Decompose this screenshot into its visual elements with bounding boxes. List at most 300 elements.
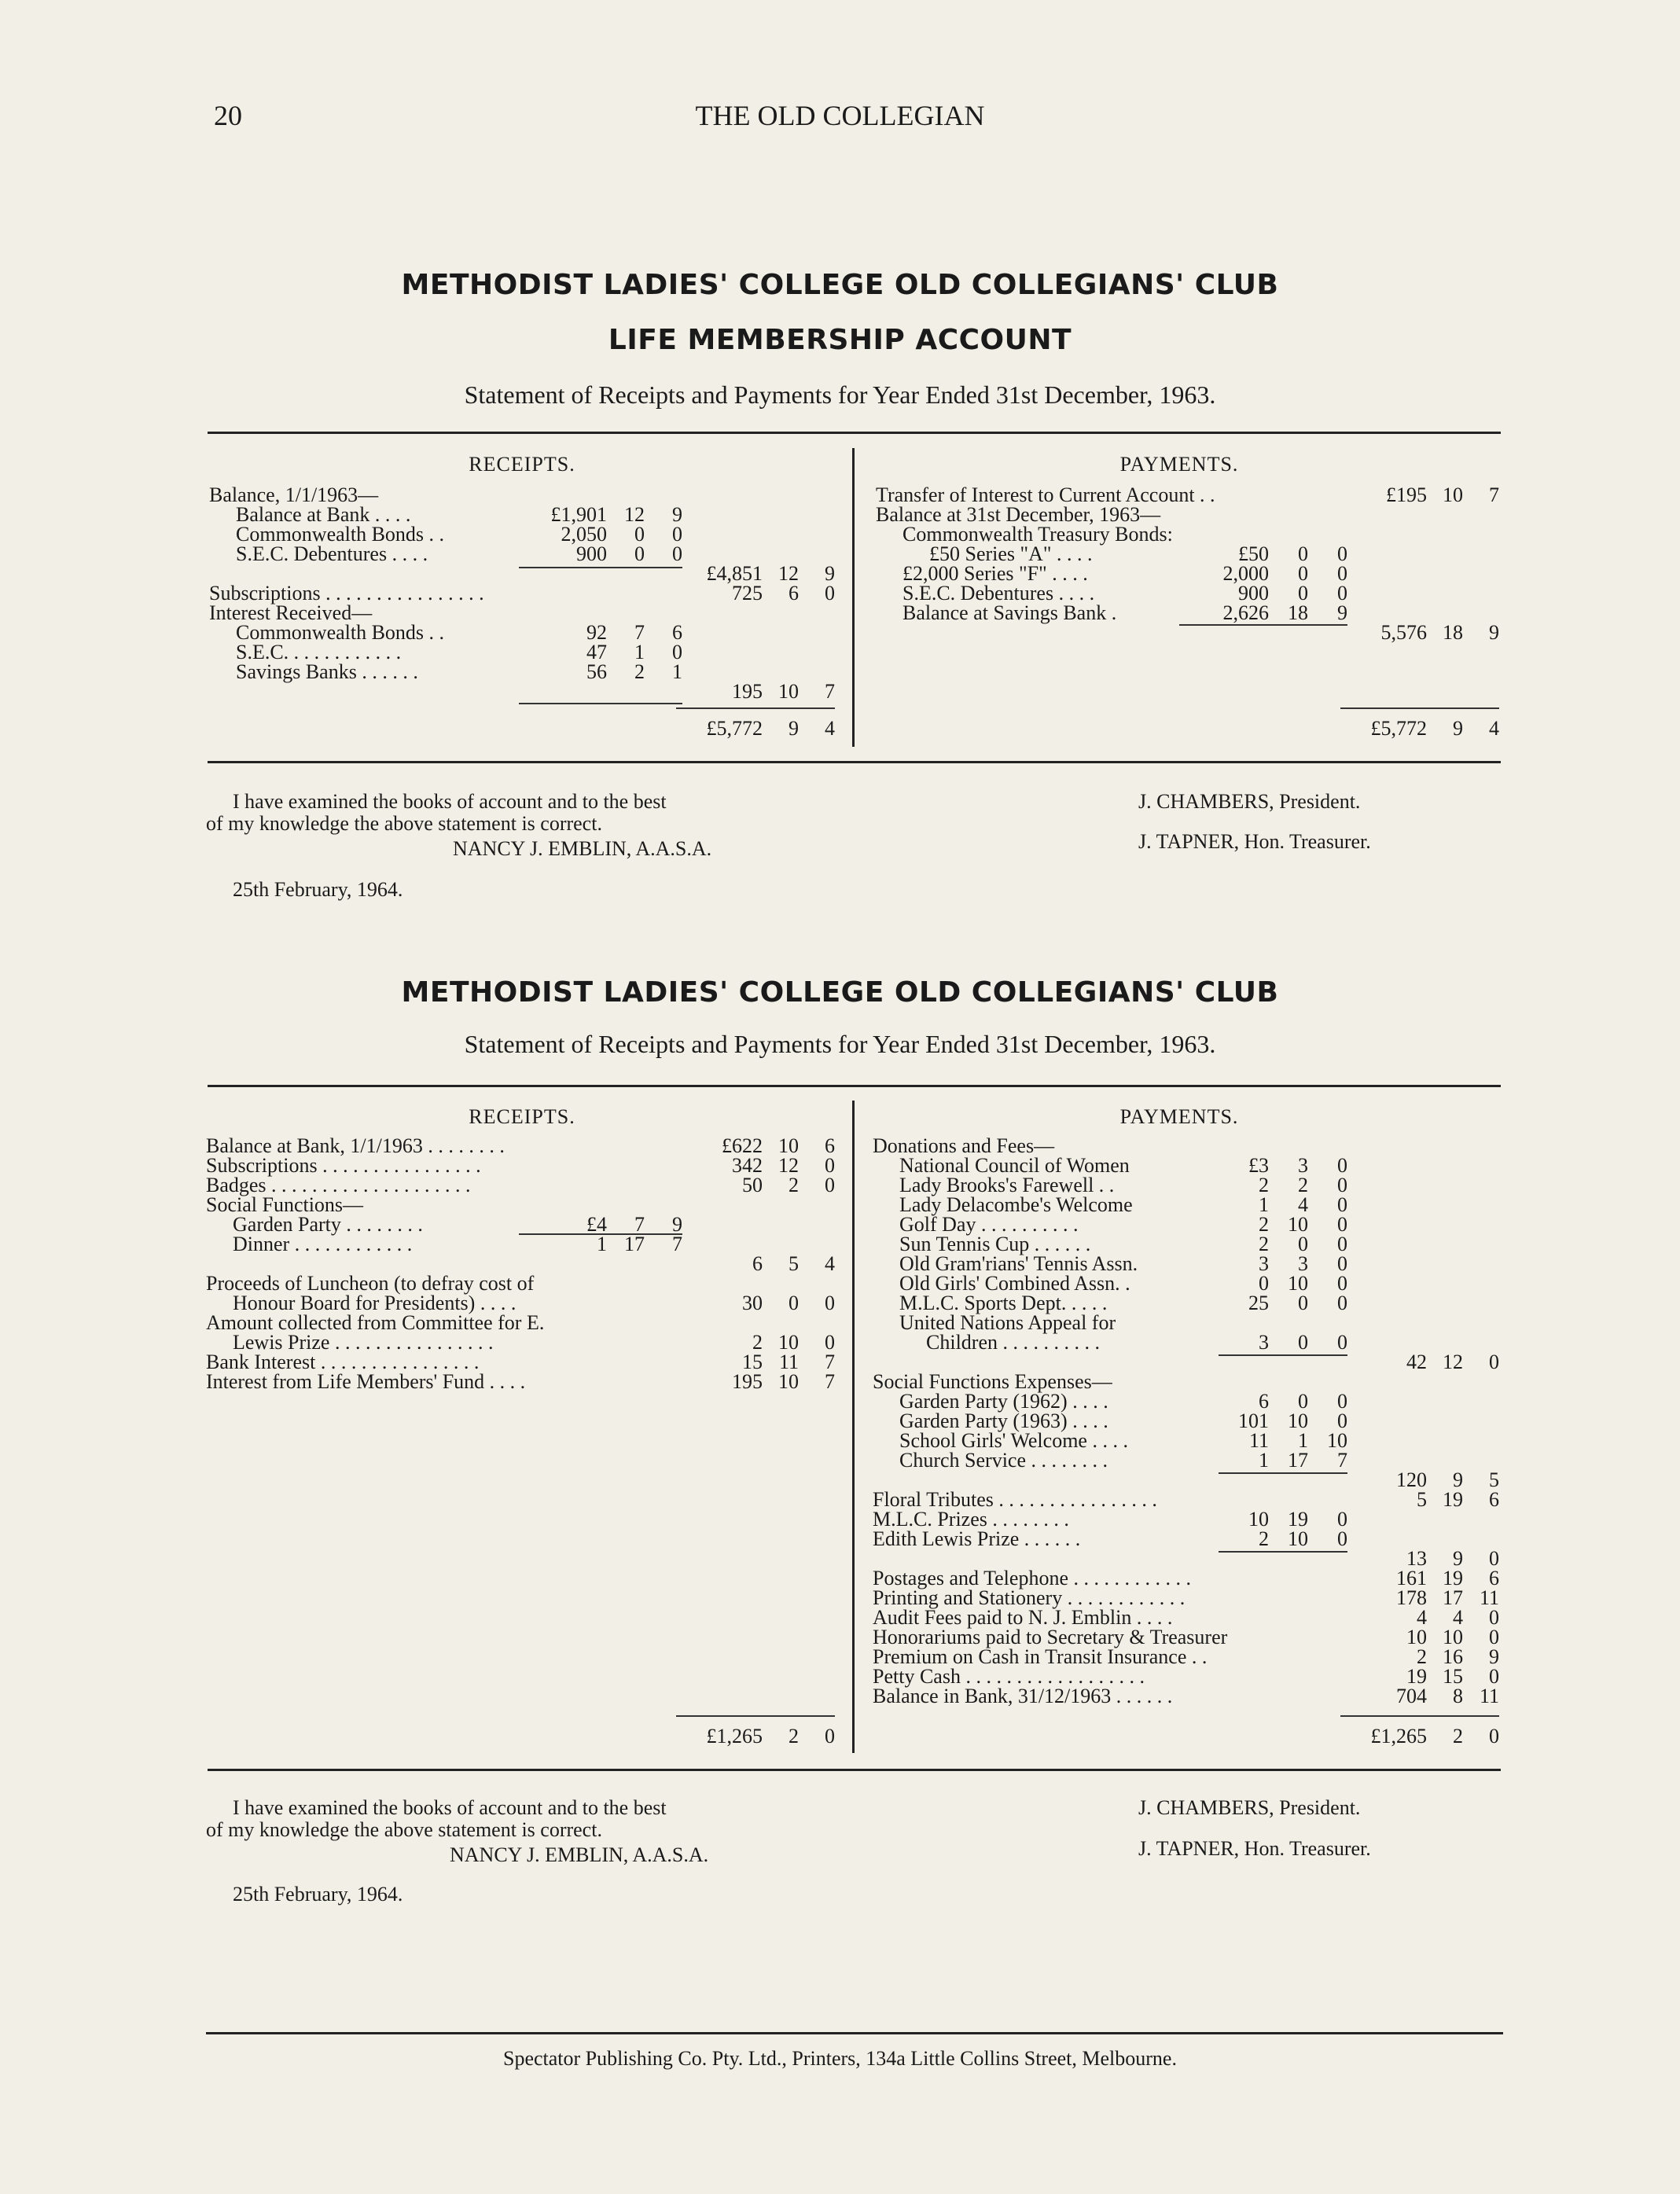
amount-line bbox=[519, 1293, 682, 1313]
pounds-cell: 56 bbox=[586, 660, 607, 683]
s1-title-line1: METHODIST LADIES' COLLEGE OLD COLLEGIANS' CLUB bbox=[401, 269, 1279, 301]
amount-line bbox=[519, 1156, 682, 1175]
pounds-cell: £622 bbox=[722, 1134, 763, 1157]
pounds-cell: 10 bbox=[1406, 1626, 1427, 1648]
amount-line bbox=[676, 564, 835, 583]
shillings-cell bbox=[1427, 524, 1463, 544]
shillings-cell: 7 bbox=[634, 621, 645, 644]
ledger-line: S.E.C. . . . . . . . . . . . bbox=[236, 641, 402, 663]
ledger-line: Social Functions Expenses— bbox=[873, 1370, 1112, 1393]
amount-line bbox=[1179, 1136, 1347, 1156]
s2-payments-total-rule bbox=[1340, 1715, 1499, 1717]
shillings-cell bbox=[1269, 1136, 1308, 1156]
s1-payments-total bbox=[1340, 718, 1499, 738]
amount-line bbox=[1179, 1647, 1347, 1667]
amount-line bbox=[1340, 623, 1499, 642]
pounds-cell bbox=[679, 524, 763, 544]
pounds-cell: 704 bbox=[1396, 1685, 1427, 1707]
shillings-cell: 5 bbox=[789, 1252, 799, 1275]
pence-cell: 9 bbox=[1489, 1645, 1499, 1668]
s2-payments-outer-amounts bbox=[1340, 1136, 1499, 1706]
pence-cell: 4 bbox=[825, 1252, 835, 1275]
shillings-cell bbox=[1427, 1411, 1463, 1431]
pence-cell: 0 bbox=[1337, 1252, 1347, 1275]
ledger-line: Subscriptions . . . . . . . . . . . . . . . . bbox=[209, 582, 484, 605]
pounds-cell: 5,576 bbox=[1380, 621, 1427, 644]
pounds-cell bbox=[1344, 1136, 1427, 1156]
s2-top-rule bbox=[208, 1085, 1501, 1087]
amount-line bbox=[519, 544, 682, 564]
s2-receipts-outer-amounts bbox=[676, 1136, 835, 1391]
pounds-cell bbox=[1344, 1254, 1427, 1273]
pounds-cell bbox=[1344, 1293, 1427, 1313]
amount-line bbox=[519, 662, 682, 682]
amount-line bbox=[1179, 1254, 1347, 1273]
pounds-cell bbox=[520, 1273, 607, 1293]
pounds-cell: 4 bbox=[1417, 1606, 1427, 1629]
shillings-cell bbox=[1427, 1195, 1463, 1215]
amount-line bbox=[676, 583, 835, 603]
shillings-cell: 9 bbox=[1453, 1547, 1463, 1570]
pounds-cell bbox=[520, 682, 607, 701]
shillings-cell bbox=[763, 603, 799, 623]
shillings-cell bbox=[607, 1313, 645, 1332]
amount-line bbox=[1179, 485, 1347, 505]
pence-cell bbox=[1463, 1391, 1499, 1411]
shillings-cell bbox=[1269, 524, 1308, 544]
s1-receipts-outer-amounts bbox=[676, 485, 835, 701]
amount-line bbox=[1179, 603, 1347, 623]
shillings-cell bbox=[1427, 1156, 1463, 1175]
pounds-cell bbox=[1182, 1608, 1269, 1627]
shillings-cell: 0 bbox=[1298, 1292, 1308, 1314]
pence-cell: 9 bbox=[825, 562, 835, 585]
amount-line bbox=[1179, 524, 1347, 544]
s1-payments-inner-amounts bbox=[1179, 485, 1347, 642]
pounds-cell bbox=[520, 1352, 607, 1372]
ledger-line: Lewis Prize . . . . . . . . . . . . . . . . bbox=[233, 1331, 494, 1354]
s1-date: 25th February, 1964. bbox=[233, 878, 403, 901]
shillings-cell bbox=[1427, 1234, 1463, 1254]
pounds-cell: 2 bbox=[1417, 1645, 1427, 1668]
amount-line bbox=[1179, 1313, 1347, 1332]
pence-cell bbox=[799, 1313, 835, 1332]
pounds-cell: 2 bbox=[752, 1331, 763, 1354]
pence-cell: 11 bbox=[1479, 1586, 1499, 1609]
pounds-cell bbox=[1344, 1372, 1427, 1391]
shillings-cell: 16 bbox=[1443, 1645, 1463, 1668]
pence-cell: 0 bbox=[1337, 542, 1347, 565]
amount-line bbox=[1340, 1156, 1499, 1175]
pence-cell: 0 bbox=[1489, 1547, 1499, 1570]
amount-line bbox=[1179, 1195, 1347, 1215]
pounds-cell: 0 bbox=[1259, 1272, 1269, 1295]
pounds-cell bbox=[520, 485, 607, 505]
amount-line bbox=[1179, 1686, 1347, 1706]
pounds-cell bbox=[1182, 1313, 1269, 1332]
shillings-cell bbox=[1269, 1372, 1308, 1391]
shillings-cell bbox=[763, 623, 799, 642]
ledger-line: S.E.C. Debentures . . . . bbox=[902, 582, 1095, 605]
pence-cell bbox=[799, 642, 835, 662]
shillings-cell bbox=[763, 524, 799, 544]
pence-cell bbox=[1463, 564, 1499, 583]
shillings-cell bbox=[763, 1313, 799, 1332]
pounds-cell bbox=[520, 1332, 607, 1352]
amount-line bbox=[1340, 564, 1499, 583]
shillings-cell bbox=[1427, 1254, 1463, 1273]
pounds-cell bbox=[1344, 1391, 1427, 1411]
shillings-cell: 10 bbox=[1288, 1527, 1308, 1550]
s2-auditor-line-1: I have examined the books of account and to the best bbox=[233, 1796, 667, 1819]
pence-cell: 0 bbox=[1337, 1272, 1347, 1295]
pounds-cell: £195 bbox=[1386, 483, 1427, 506]
pence-cell: 7 bbox=[1489, 483, 1499, 506]
amount-line bbox=[1340, 1195, 1499, 1215]
shillings-cell bbox=[1427, 1372, 1463, 1391]
pounds-cell bbox=[679, 662, 763, 682]
shillings-cell bbox=[607, 1372, 645, 1391]
pounds-cell bbox=[679, 1313, 763, 1332]
amount-line bbox=[519, 1332, 682, 1352]
s1-auditor-statement bbox=[206, 790, 846, 860]
amount-line bbox=[1340, 1391, 1499, 1411]
pence-cell: 5 bbox=[1489, 1468, 1499, 1491]
pounds-cell: 6 bbox=[1259, 1390, 1269, 1413]
shillings-cell: 2 bbox=[1298, 1174, 1308, 1196]
shillings-cell: 12 bbox=[1443, 1351, 1463, 1373]
shillings-cell: 10 bbox=[1288, 1213, 1308, 1236]
pounds-cell bbox=[1182, 1568, 1269, 1588]
pence-cell: 9 bbox=[1489, 621, 1499, 644]
amount-line bbox=[1340, 485, 1499, 505]
ledger-line: Proceeds of Luncheon (to defray cost of bbox=[206, 1272, 535, 1295]
pounds-cell bbox=[1344, 1431, 1427, 1450]
ledger-line: Social Functions— bbox=[206, 1193, 364, 1216]
pence-cell bbox=[1463, 1234, 1499, 1254]
ledger-line: Interest Received— bbox=[209, 601, 373, 624]
shillings-cell: 19 bbox=[1443, 1488, 1463, 1511]
amount-line bbox=[1179, 1490, 1347, 1509]
s1-payments-heading: PAYMENTS. bbox=[1119, 453, 1239, 476]
amount-line bbox=[1340, 1234, 1499, 1254]
pence-cell: 0 bbox=[1337, 1174, 1347, 1196]
shillings-cell bbox=[1427, 1509, 1463, 1529]
footer-rule bbox=[206, 2032, 1503, 2034]
shillings-cell bbox=[1427, 1431, 1463, 1450]
pounds-cell: 1 bbox=[597, 1233, 607, 1255]
s1-payments-outer-amounts bbox=[1340, 485, 1499, 642]
s1-payments-subtotal-rule bbox=[1179, 624, 1347, 626]
pounds-cell: 47 bbox=[586, 641, 607, 663]
pounds-cell bbox=[1182, 1647, 1269, 1667]
pounds-cell: £50 bbox=[1238, 542, 1269, 565]
pounds-cell: 900 bbox=[1238, 582, 1269, 605]
amount-line bbox=[676, 1175, 835, 1195]
pounds-cell bbox=[1344, 603, 1427, 623]
amount-line bbox=[1179, 1411, 1347, 1431]
pence-cell bbox=[799, 505, 835, 524]
amount-line bbox=[1340, 1588, 1499, 1608]
pounds-cell: 178 bbox=[1396, 1586, 1427, 1609]
ledger-line: Garden Party (1963) . . . . bbox=[899, 1409, 1108, 1432]
s2-auditor-statement bbox=[206, 1796, 846, 1866]
shillings-cell bbox=[1427, 1313, 1463, 1332]
shillings-cell: 0 bbox=[634, 523, 645, 546]
amount-line bbox=[676, 1313, 835, 1332]
shillings-cell: 11 bbox=[778, 1351, 799, 1373]
amount-line bbox=[519, 505, 682, 524]
s2-receipts-total-shillings: 2 bbox=[789, 1725, 799, 1747]
shillings-cell bbox=[1427, 1215, 1463, 1234]
amount-line bbox=[519, 1234, 682, 1254]
shillings-cell: 4 bbox=[1298, 1193, 1308, 1216]
pence-cell: 0 bbox=[825, 1154, 835, 1177]
amount-line bbox=[1340, 505, 1499, 524]
s2-payments-total-shillings: 2 bbox=[1453, 1725, 1463, 1747]
amount-line bbox=[676, 623, 835, 642]
pence-cell: 11 bbox=[1479, 1685, 1499, 1707]
shillings-cell: 10 bbox=[1443, 1626, 1463, 1648]
amount-line bbox=[1340, 1273, 1499, 1293]
pounds-cell bbox=[679, 1273, 763, 1293]
ledger-line: Premium on Cash in Transit Insurance . . bbox=[873, 1645, 1208, 1668]
amount-line bbox=[1340, 1529, 1499, 1549]
ledger-line: Donations and Fees— bbox=[873, 1134, 1055, 1157]
pounds-cell bbox=[520, 583, 607, 603]
amount-line bbox=[676, 1352, 835, 1372]
amount-line bbox=[676, 642, 835, 662]
pence-cell bbox=[1463, 544, 1499, 564]
ledger-line: M.L.C. Prizes . . . . . . . . bbox=[873, 1508, 1069, 1531]
shillings-cell bbox=[1427, 1391, 1463, 1411]
ledger-line: Balance, 1/1/1963— bbox=[209, 483, 379, 506]
pence-cell bbox=[1463, 1411, 1499, 1431]
shillings-cell: 10 bbox=[778, 1134, 799, 1157]
amount-line bbox=[1179, 1431, 1347, 1450]
s2-subtitle: Statement of Receipts and Payments for Year Ended 31st December, 1963. bbox=[464, 1030, 1216, 1058]
amount-line bbox=[1179, 1175, 1347, 1195]
shillings-cell bbox=[1427, 1136, 1463, 1156]
amount-line bbox=[1179, 1509, 1347, 1529]
pounds-cell bbox=[679, 642, 763, 662]
pence-cell: 0 bbox=[1489, 1606, 1499, 1629]
amount-line bbox=[1179, 1372, 1347, 1391]
amount-line bbox=[519, 642, 682, 662]
shillings-cell: 3 bbox=[1298, 1154, 1308, 1177]
shillings-cell bbox=[763, 642, 799, 662]
pounds-cell: 725 bbox=[732, 582, 763, 605]
amount-line bbox=[1179, 1391, 1347, 1411]
pounds-cell bbox=[679, 623, 763, 642]
amount-line bbox=[1179, 1450, 1347, 1470]
page-number: 20 bbox=[214, 100, 242, 131]
pounds-cell bbox=[1344, 544, 1427, 564]
amount-line bbox=[1179, 1293, 1347, 1313]
pence-cell: 0 bbox=[672, 523, 682, 546]
ledger-line: Honour Board for Presidents) . . . . bbox=[233, 1292, 516, 1314]
pounds-cell bbox=[1344, 1529, 1427, 1549]
amount-line bbox=[1179, 1332, 1347, 1352]
ledger-line: Commonwealth Bonds . . bbox=[236, 523, 445, 546]
amount-line bbox=[676, 662, 835, 682]
ledger-line: Transfer of Interest to Current Account . . bbox=[876, 483, 1215, 506]
amount-line bbox=[1340, 524, 1499, 544]
ledger-line: £50 Series "A" . . . . bbox=[929, 542, 1093, 565]
amount-line bbox=[519, 1352, 682, 1372]
pence-cell: 9 bbox=[672, 1213, 682, 1236]
shillings-cell bbox=[763, 505, 799, 524]
s2-title: METHODIST LADIES' COLLEGE OLD COLLEGIANS' CLUB bbox=[401, 976, 1279, 1009]
pence-cell: 0 bbox=[1337, 1390, 1347, 1413]
pounds-cell bbox=[1182, 1490, 1269, 1509]
s1-top-rule bbox=[208, 432, 1501, 434]
amount-line bbox=[1340, 1293, 1499, 1313]
pounds-cell: 3 bbox=[1259, 1252, 1269, 1275]
ledger-line: United Nations Appeal for bbox=[899, 1311, 1116, 1334]
pounds-cell: 5 bbox=[1417, 1488, 1427, 1511]
shillings-cell: 1 bbox=[1298, 1429, 1308, 1452]
amount-line bbox=[519, 682, 682, 701]
pounds-cell: 342 bbox=[732, 1154, 763, 1177]
pounds-cell: 19 bbox=[1406, 1665, 1427, 1688]
ledger-line: Petty Cash . . . . . . . . . . . . . . . . . . bbox=[873, 1665, 1145, 1688]
amount-line bbox=[519, 1195, 682, 1215]
pounds-cell bbox=[520, 1313, 607, 1332]
pence-cell bbox=[1463, 1273, 1499, 1293]
shillings-cell bbox=[1269, 1608, 1308, 1627]
amount-line bbox=[1340, 1411, 1499, 1431]
shillings-cell: 1 bbox=[634, 641, 645, 663]
pence-cell: 10 bbox=[1327, 1429, 1347, 1452]
shillings-cell bbox=[763, 1273, 799, 1293]
pence-cell: 0 bbox=[825, 1174, 835, 1196]
s2-payments-heading: PAYMENTS. bbox=[1119, 1105, 1239, 1128]
ledger-line: Balance at Savings Bank . bbox=[902, 601, 1117, 624]
pounds-cell bbox=[520, 1195, 607, 1215]
s2-column-divider bbox=[852, 1101, 855, 1753]
s1-auditor-line-1: I have examined the books of account and to the best bbox=[233, 790, 667, 813]
s2-payments-subtotal-rule-3 bbox=[1219, 1551, 1347, 1553]
pounds-cell: 3 bbox=[1259, 1331, 1269, 1354]
amount-line bbox=[1179, 1215, 1347, 1234]
pounds-cell: 2 bbox=[1259, 1233, 1269, 1255]
ledger-line: National Council of Women bbox=[899, 1154, 1130, 1177]
pounds-cell bbox=[520, 1175, 607, 1195]
ledger-line: Postages and Telephone . . . . . . . . . . . . bbox=[873, 1567, 1191, 1589]
pounds-cell bbox=[520, 603, 607, 623]
pence-cell: 0 bbox=[1337, 562, 1347, 585]
shillings-cell bbox=[763, 485, 799, 505]
pounds-cell: 11 bbox=[1248, 1429, 1269, 1452]
s1-subtitle: Statement of Receipts and Payments for Year Ended 31st December, 1963. bbox=[464, 380, 1216, 409]
pence-cell: 0 bbox=[1337, 1233, 1347, 1255]
amount-line bbox=[1340, 1608, 1499, 1627]
pounds-cell bbox=[1182, 1667, 1269, 1686]
ledger-line: M.L.C. Sports Dept. . . . . bbox=[899, 1292, 1108, 1314]
shillings-cell bbox=[763, 1215, 799, 1234]
shillings-cell: 0 bbox=[1298, 1390, 1308, 1413]
shillings-cell: 0 bbox=[634, 542, 645, 565]
ledger-line: Old Gram'rians' Tennis Assn. bbox=[899, 1252, 1138, 1275]
shillings-cell bbox=[1427, 1529, 1463, 1549]
pounds-cell bbox=[679, 544, 763, 564]
ledger-line: Bank Interest . . . . . . . . . . . . . . . . bbox=[206, 1351, 480, 1373]
shillings-cell bbox=[763, 662, 799, 682]
ledger-line: Honorariums paid to Secretary & Treasurer bbox=[873, 1626, 1228, 1648]
pounds-cell bbox=[1344, 1195, 1427, 1215]
pounds-cell bbox=[1344, 524, 1427, 544]
shillings-cell: 0 bbox=[1298, 1233, 1308, 1255]
pence-cell: 6 bbox=[825, 1134, 835, 1157]
ledger-line: Edith Lewis Prize . . . . . . bbox=[873, 1527, 1081, 1550]
amount-line bbox=[676, 524, 835, 544]
pounds-cell: 2 bbox=[1259, 1527, 1269, 1550]
pence-cell bbox=[1463, 1215, 1499, 1234]
pence-cell bbox=[1463, 1136, 1499, 1156]
pence-cell bbox=[799, 623, 835, 642]
pence-cell bbox=[1463, 583, 1499, 603]
pounds-cell: 25 bbox=[1248, 1292, 1269, 1314]
amount-line bbox=[676, 505, 835, 524]
amount-line bbox=[676, 1254, 835, 1273]
s2-payments-total bbox=[1340, 1726, 1499, 1746]
pounds-cell bbox=[1344, 1156, 1427, 1175]
amount-line bbox=[1179, 1273, 1347, 1293]
amount-line bbox=[1340, 1175, 1499, 1195]
pounds-cell: 10 bbox=[1248, 1508, 1269, 1531]
running-head: THE OLD COLLEGIAN bbox=[695, 100, 985, 131]
amount-line bbox=[519, 603, 682, 623]
s2-payments-total-pence: 0 bbox=[1489, 1725, 1499, 1747]
shillings-cell bbox=[607, 1156, 645, 1175]
amount-line bbox=[1340, 1254, 1499, 1273]
s2-auditor-name: NANCY J. EMBLIN, A.A.S.A. bbox=[450, 1843, 709, 1866]
shillings-cell bbox=[763, 1234, 799, 1254]
s1-president: J. CHAMBERS, President. bbox=[1138, 790, 1361, 813]
ledger-line: Badges . . . . . . . . . . . . . . . . . . . . bbox=[206, 1174, 471, 1196]
s2-payments-subtotal-rule-1 bbox=[1219, 1354, 1347, 1356]
shillings-cell bbox=[607, 1175, 645, 1195]
shillings-cell: 2 bbox=[634, 660, 645, 683]
s1-receipts-total-pounds: £5,772 bbox=[706, 717, 763, 740]
amount-line bbox=[676, 1234, 835, 1254]
pounds-cell bbox=[1344, 564, 1427, 583]
amount-line bbox=[1179, 583, 1347, 603]
shillings-cell bbox=[1269, 485, 1308, 505]
shillings-cell: 17 bbox=[624, 1233, 645, 1255]
ledger-line: Floral Tributes . . . . . . . . . . . . . . . . bbox=[873, 1488, 1157, 1511]
shillings-cell: 15 bbox=[1443, 1665, 1463, 1688]
pence-cell: 6 bbox=[672, 621, 682, 644]
pounds-cell: 900 bbox=[576, 542, 607, 565]
amount-line bbox=[676, 682, 835, 701]
amount-line bbox=[1340, 1627, 1499, 1647]
pence-cell bbox=[1463, 603, 1499, 623]
pence-cell: 0 bbox=[672, 641, 682, 663]
pounds-cell: 2,050 bbox=[561, 523, 607, 546]
pence-cell: 0 bbox=[825, 1292, 835, 1314]
ledger-line: Amount collected from Committee for E. bbox=[206, 1311, 545, 1334]
pounds-cell: 101 bbox=[1238, 1409, 1269, 1432]
pounds-cell: 6 bbox=[752, 1252, 763, 1275]
amount-line bbox=[1340, 544, 1499, 564]
pence-cell bbox=[799, 662, 835, 682]
ledger-line: Audit Fees paid to N. J. Emblin . . . . bbox=[873, 1606, 1173, 1629]
amount-line bbox=[676, 1136, 835, 1156]
ledger-line: Interest from Life Members' Fund . . . . bbox=[206, 1370, 526, 1393]
shillings-cell bbox=[1269, 1667, 1308, 1686]
